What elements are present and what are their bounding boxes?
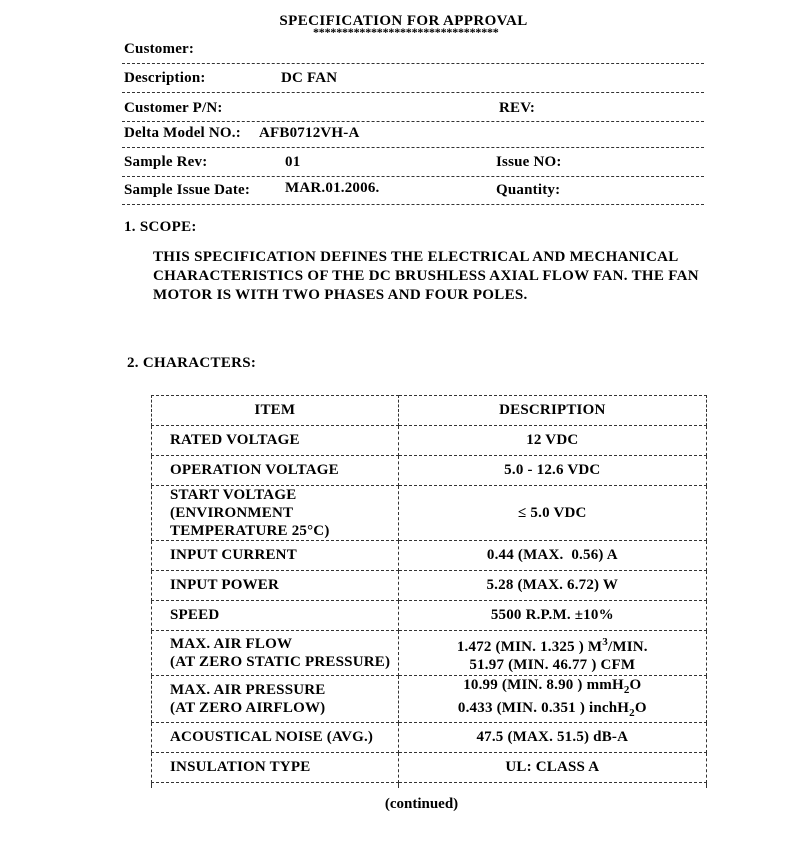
description-text: 1.472 (MIN. 1.325 ) $M^3$/MIN. bbox=[456, 635, 648, 655]
description-text: 12 VDC bbox=[526, 432, 579, 448]
item-text: OPERATION VOLTAGE bbox=[170, 462, 339, 478]
description-text: 5500 R.P.M. ±10% bbox=[490, 607, 614, 623]
item-text: INSULATION TYPE bbox=[170, 759, 311, 775]
quantity-label: Quantity: bbox=[496, 182, 561, 198]
model-value: AFB0712VH-A bbox=[259, 125, 360, 141]
item-text: INPUT POWER bbox=[170, 577, 280, 593]
description-value: DC FAN bbox=[281, 70, 338, 86]
item-text: MAX. AIR PRESSURE bbox=[170, 682, 326, 698]
divider bbox=[122, 63, 704, 64]
description-cell bbox=[398, 456, 706, 486]
item-cell bbox=[152, 753, 399, 783]
document-title: SPECIFICATION FOR APPROVAL bbox=[279, 13, 528, 29]
item-text: (AT ZERO STATIC PRESSURE) bbox=[170, 654, 391, 670]
table-row bbox=[152, 676, 707, 723]
sample-issue-date-label: Sample Issue Date: bbox=[124, 182, 251, 198]
description-cell bbox=[398, 631, 706, 676]
item-cell bbox=[152, 541, 399, 571]
item-text: (AT ZERO AIRFLOW) bbox=[170, 700, 326, 716]
title-underline-stars: ******************************** bbox=[313, 25, 499, 39]
description-cell bbox=[398, 426, 706, 456]
table-row bbox=[152, 486, 707, 541]
column-header-item: ITEM bbox=[152, 396, 399, 426]
description-cell bbox=[398, 571, 706, 601]
description-label: Description: bbox=[124, 70, 206, 86]
item-text: SPEED bbox=[170, 607, 220, 623]
divider bbox=[122, 147, 704, 148]
description-cell bbox=[398, 486, 706, 541]
divider bbox=[122, 204, 704, 205]
description-text: 47.5 (MAX. 51.5) dB-A bbox=[476, 729, 629, 745]
table-row-continuation bbox=[152, 783, 707, 789]
item-text: TEMPERATURE 25°C) bbox=[170, 523, 330, 539]
scope-line: CHARACTERISTICS OF THE DC BRUSHLESS AXIAL FLOW FAN. THE FAN bbox=[153, 268, 699, 284]
continued-note: (continued) bbox=[384, 796, 459, 812]
description-text: ≤ 5.0 VDC bbox=[518, 505, 587, 521]
table-row bbox=[152, 723, 707, 753]
item-text: RATED VOLTAGE bbox=[170, 432, 300, 448]
item-text: START VOLTAGE (ENVIRONMENT bbox=[170, 487, 297, 521]
characters-table bbox=[151, 395, 707, 788]
item-cell bbox=[152, 631, 399, 676]
description-text: 5.28 (MAX. 6.72) W bbox=[486, 577, 619, 593]
customer-label: Customer: bbox=[124, 41, 195, 57]
description-cell bbox=[398, 601, 706, 631]
item-cell bbox=[152, 601, 399, 631]
description-text: 0.433 (MIN. 0.351 ) inchH$_2$O bbox=[457, 700, 647, 719]
description-text: 5.0 - 12.6 VDC bbox=[504, 462, 601, 478]
item-cell bbox=[152, 571, 399, 601]
item-text: MAX. AIR FLOW bbox=[170, 636, 293, 652]
description-cell bbox=[398, 753, 706, 783]
customer-pn-label: Customer P/N: bbox=[124, 100, 223, 116]
description-text: UL: CLASS A bbox=[505, 759, 600, 775]
issue-no-label: Issue NO: bbox=[496, 154, 562, 170]
description-text: 0.44 (MAX. 0.56) A bbox=[486, 547, 618, 563]
sample-issue-date-value: MAR.01.2006. bbox=[285, 180, 380, 196]
column-header-description: DESCRIPTION bbox=[398, 396, 706, 426]
scope-line: MOTOR IS WITH TWO PHASES AND FOUR POLES. bbox=[153, 287, 528, 303]
model-label: Delta Model NO.: bbox=[124, 125, 241, 141]
divider bbox=[122, 121, 704, 122]
table-row bbox=[152, 541, 707, 571]
divider bbox=[122, 176, 704, 177]
rev-label: REV: bbox=[499, 100, 536, 116]
item-cell bbox=[152, 723, 399, 753]
scope-heading: 1. SCOPE: bbox=[124, 219, 197, 235]
description-text: 10.99 (MIN. 8.90 ) mmH$_2$O bbox=[463, 677, 642, 696]
item-text: INPUT CURRENT bbox=[170, 547, 297, 563]
table-row bbox=[152, 631, 707, 676]
item-text: ACOUSTICAL NOISE (AVG.) bbox=[170, 729, 374, 745]
item-cell bbox=[152, 426, 399, 456]
sample-rev-label: Sample Rev: bbox=[124, 154, 208, 170]
item-cell bbox=[152, 456, 399, 486]
description-text: 51.97 (MIN. 46.77 ) CFM bbox=[469, 656, 636, 673]
characters-heading: 2. CHARACTERS: bbox=[127, 355, 257, 371]
description-cell bbox=[398, 541, 706, 571]
divider bbox=[122, 92, 704, 93]
item-cell bbox=[152, 486, 399, 541]
sample-rev-value: 01 bbox=[285, 154, 301, 170]
table-row bbox=[152, 571, 707, 601]
scope-text bbox=[153, 248, 699, 305]
description-cell bbox=[398, 723, 706, 753]
description-cell bbox=[398, 676, 706, 723]
scope-line: THIS SPECIFICATION DEFINES THE ELECTRICAL AND MECHANICAL bbox=[153, 249, 679, 265]
table-row bbox=[152, 601, 707, 631]
table-row bbox=[152, 426, 707, 456]
table-row bbox=[152, 753, 707, 783]
item-cell bbox=[152, 676, 399, 723]
table-header-row bbox=[152, 396, 707, 426]
table-row bbox=[152, 456, 707, 486]
